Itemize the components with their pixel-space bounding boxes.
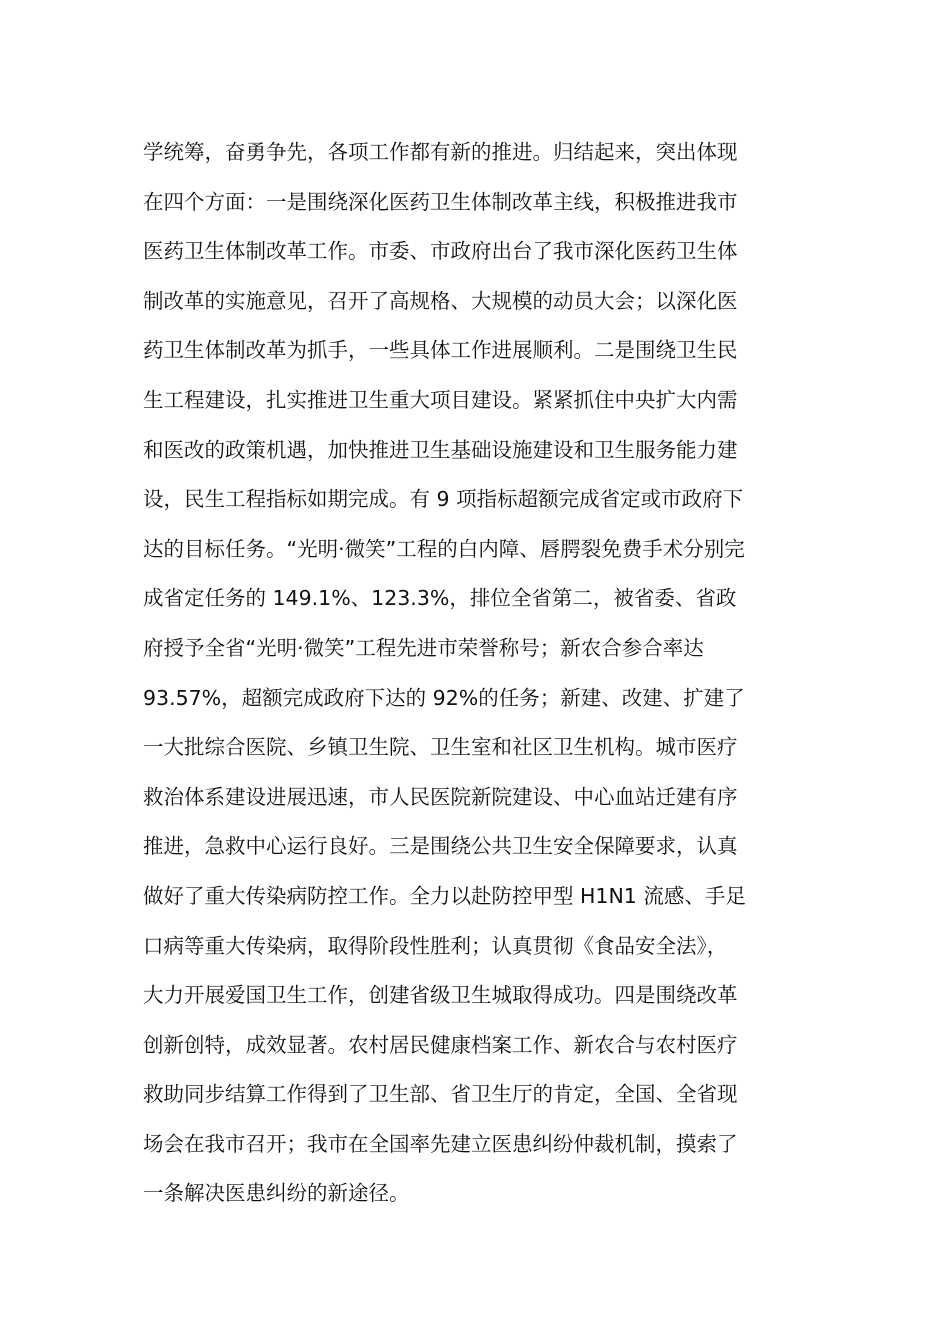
text-line-15: 推进，急救中心运行良好。三是围绕公共卫生安全保障要求，认真 — [143, 834, 738, 859]
text-line-17: 口病等重大传染病，取得阶段性胜利；认真贯彻《食品安全法》， — [143, 933, 728, 958]
text-line-18: 大力开展爱国卫生工作，创建省级卫生城取得成功。四是围绕改革 — [143, 983, 738, 1008]
text-line-11: 府授予全省“光明·微笑”工程先进市荣誉称号；新农合参合率达 — [143, 635, 704, 660]
text-line-19: 创新创特，成效显著。农村居民健康档案工作、新农合与农村医疗 — [143, 1032, 738, 1057]
text-line-21: 场会在我市召开；我市在全国率先建立医患纠纷仲裁机制，摸索了 — [143, 1131, 738, 1156]
text-line-7: 和医改的政策机遇，加快推进卫生基础设施建设和卫生服务能力建 — [143, 437, 738, 462]
text-line-20: 救助同步结算工作得到了卫生部、省卫生厅的肯定，全国、全省现 — [143, 1082, 738, 1107]
text-line-3: 医药卫生体制改革工作。市委、市政府出台了我市深化医药卫生体 — [143, 239, 738, 264]
text-line-1: 学统筹，奋勇争先，各项工作都有新的推进。归结起来，突出体现 — [143, 140, 738, 164]
text-line-2: 在四个方面：一是围绕深化医药卫生体制改革主线，积极推进我市 — [143, 189, 738, 214]
text-line-5: 药卫生体制改革为抓手，一些具体工作进展顺利。二是围绕卫生民 — [143, 338, 738, 363]
text-line-22: 一条解决医患纠纷的新途径。 — [143, 1181, 410, 1206]
text-line-6: 生工程建设，扎实推进卫生重大项目建设。紧紧抓住中央扩大内需 — [143, 387, 738, 412]
text-line-10: 成省定任务的 149.1%、123.3%，排位全省第二，被省委、省政 — [143, 586, 737, 611]
text-line-9: 达的目标任务。“光明·微笑”工程的白内障、唇腭裂免费手术分别完 — [143, 536, 745, 561]
text-line-4: 制改革的实施意见，召开了高规格、大规模的动员大会；以深化医 — [143, 288, 738, 313]
text-line-8: 设，民生工程指标如期完成。有 9 项指标超额完成省定或市政府下 — [143, 487, 744, 512]
text-line-14: 救治体系建设进展迅速，市人民医院新院建设、中心血站迁建有序 — [143, 784, 738, 809]
text-line-13: 一大批综合医院、乡镇卫生院、卫生室和社区卫生机构。城市医疗 — [143, 735, 738, 760]
body-paragraph — [143, 128, 813, 1219]
text-line-12: 93.57%，超额完成政府下达的 92%的任务；新建、改建、扩建了 — [143, 685, 745, 710]
text-line-16: 做好了重大传染病防控工作。全力以赴防控甲型 H1N1 流感、手足 — [143, 883, 746, 908]
